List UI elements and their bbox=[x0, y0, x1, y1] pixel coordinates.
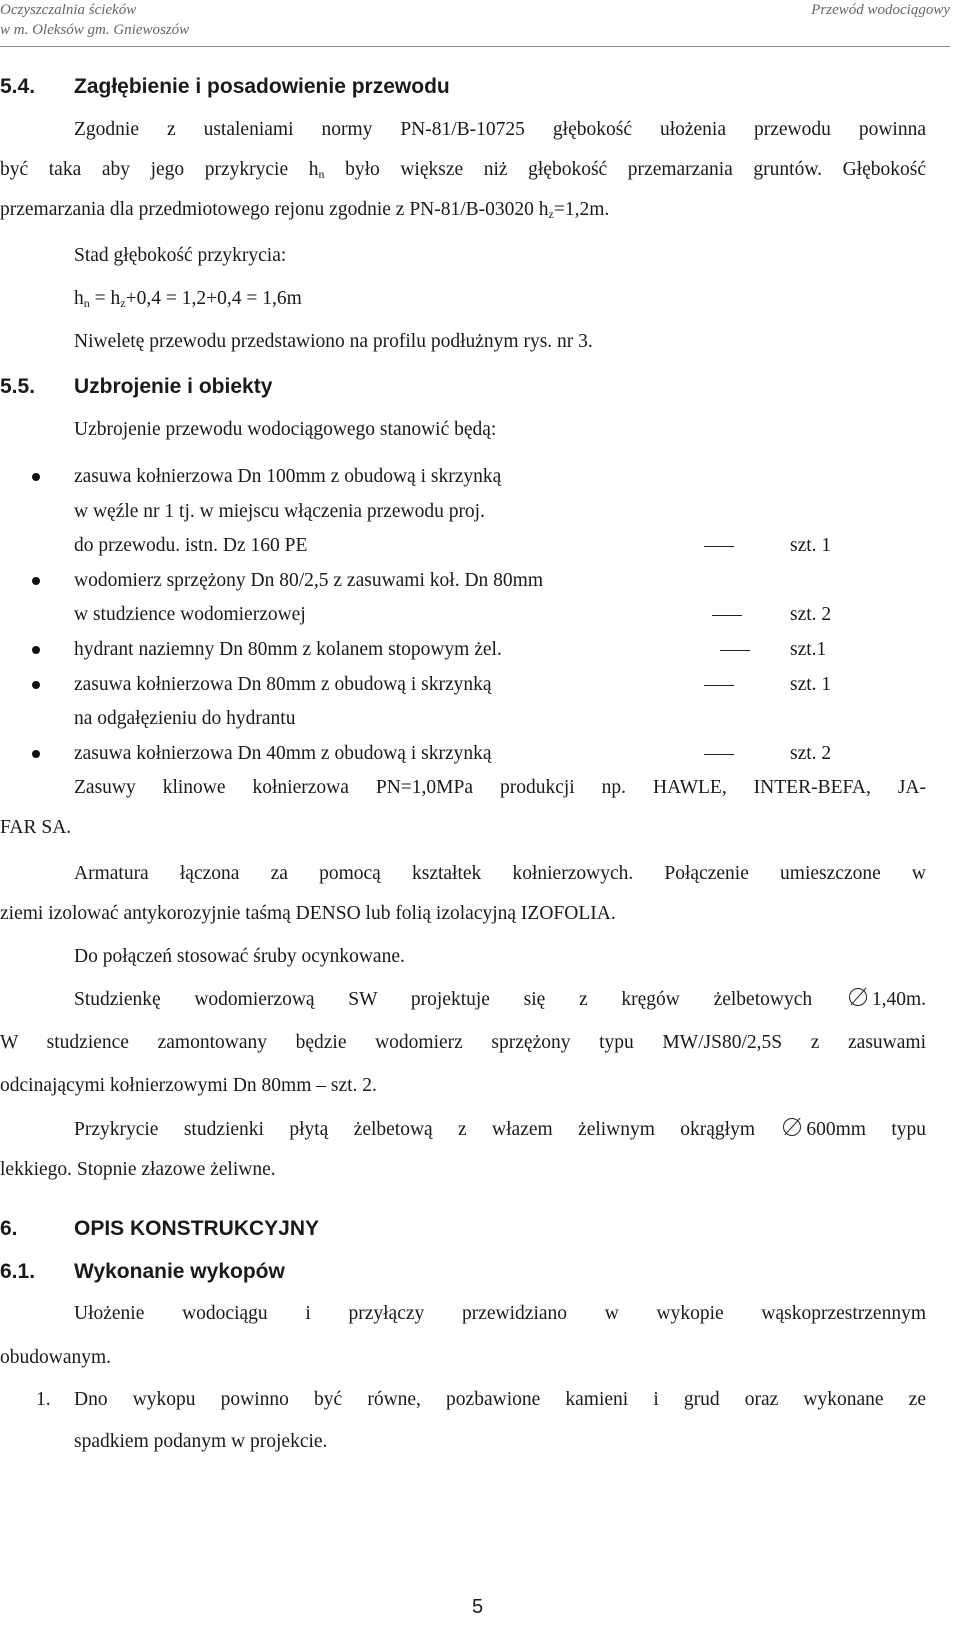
list-item-line: zasuwa kołnierzowa Dn 100mm z obudową i skrzynką bbox=[74, 466, 502, 487]
section-number: 6. bbox=[0, 1217, 18, 1240]
list-item-line: zasuwa kołnierzowa Dn 40mm z obudową i skrzynką bbox=[74, 743, 492, 764]
list-item-line: hydrant naziemny Dn 80mm z kolanem stopowym żel. bbox=[74, 639, 502, 660]
list-item-qty: szt. 2 bbox=[790, 743, 832, 764]
paragraph-line: W studzience zamontowany będzie wodomierz sprzężony typu MW/JS80/2,5S z zasuwami bbox=[0, 1032, 926, 1053]
section-number: 5.5. bbox=[0, 375, 36, 398]
header-left-line1: Oczyszczalnia ścieków bbox=[0, 2, 137, 18]
page-number: 5 bbox=[472, 1596, 484, 1618]
list-item-qty: szt. 1 bbox=[790, 535, 832, 556]
bullet-icon bbox=[32, 646, 40, 654]
bullet-icon bbox=[32, 681, 40, 689]
formula: $h_n = h_z+0,4 = 1,2+0,4 = 1,6m$ bbox=[74, 288, 302, 310]
paragraph-line: Niweletę przewodu przedstawiono na profilu podłużnym rys. nr 3. bbox=[74, 331, 593, 352]
list-item-qty: szt. 2 bbox=[790, 604, 832, 625]
dash bbox=[720, 650, 750, 651]
bullet-icon bbox=[32, 473, 40, 481]
list-item-line: Dno wykopu powinno być równe, pozbawione kamieni i grud oraz wykonane ze bbox=[74, 1389, 926, 1410]
paragraph-line: ziemi izolować antykorozyjnie taśmą DENSO lub folią izolacyjną IZOFOLIA. bbox=[0, 903, 616, 924]
list-item-line: w studzience wodomierzowej bbox=[74, 604, 306, 625]
paragraph-line: Studzienkę wodomierzową SW projektuje się z kręgów żelbetowych 1,40m. bbox=[74, 989, 926, 1010]
paragraph-line: Przykrycie studzienki płytą żelbetową z włazem żeliwnym okrągłym 600mm typu bbox=[74, 1119, 926, 1140]
section-title: Zagłębienie i posadowienie przewodu bbox=[74, 75, 450, 98]
paragraph-line: Zgodnie z ustaleniami normy PN-81/B-10725 głębokość ułożenia przewodu powinna bbox=[74, 119, 926, 140]
diameter-icon bbox=[846, 988, 872, 1006]
dash bbox=[704, 685, 734, 686]
section-number: 6.1. bbox=[0, 1260, 36, 1283]
paragraph-line: Armatura łączona za pomocą kształtek kołnierzowych. Połączenie umieszczone w bbox=[74, 863, 926, 884]
header-rule bbox=[0, 46, 950, 47]
list-item-line: zasuwa kołnierzowa Dn 80mm z obudową i skrzynką bbox=[74, 674, 492, 695]
dash bbox=[704, 754, 734, 755]
section-title: OPIS KONSTRUKCYJNY bbox=[74, 1217, 320, 1240]
header-right: Przewód wodociągowy bbox=[811, 2, 950, 18]
paragraph-line: Stad głębokość przykrycia: bbox=[74, 245, 287, 266]
paragraph-line: być taka aby jego przykrycie $h_n$ było większe niż głębokość przemarzania gruntów. Głębokość bbox=[0, 159, 926, 181]
list-item-qty: szt.1 bbox=[790, 639, 827, 660]
bullet-icon bbox=[32, 577, 40, 585]
section-title: Wykonanie wykopów bbox=[74, 1260, 285, 1283]
paragraph-line: przemarzania dla przedmiotowego rejonu zgodnie z PN-81/B-03020 $h_z=1,2m$. bbox=[0, 199, 610, 221]
list-number: 1. bbox=[36, 1389, 51, 1410]
paragraph-line: Zasuwy klinowe kołnierzowa PN=1,0MPa produkcji np. HAWLE, INTER-BEFA, JA- bbox=[74, 777, 926, 798]
list-item-line: do przewodu. istn. Dz 160 PE bbox=[74, 535, 308, 556]
diameter-icon bbox=[780, 1118, 806, 1136]
list-item-line: spadkiem podanym w projekcie. bbox=[74, 1431, 328, 1452]
list-item-line: wodomierz sprzężony Dn 80/2,5 z zasuwami koł. Dn 80mm bbox=[74, 570, 543, 591]
list-item-line: w węźle nr 1 tj. w miejscu włączenia przewodu proj. bbox=[74, 501, 485, 522]
paragraph-line: obudowanym. bbox=[0, 1347, 112, 1368]
bullet-icon bbox=[32, 750, 40, 758]
dash bbox=[712, 615, 742, 616]
header-left-line2: w m. Oleksów gm. Gniewoszów bbox=[0, 22, 190, 38]
paragraph-line: Do połączeń stosować śruby ocynkowane. bbox=[74, 946, 405, 967]
section-title: Uzbrojenie i obiekty bbox=[74, 375, 273, 398]
paragraph-line: odcinającymi kołnierzowymi Dn 80mm – szt. 2. bbox=[0, 1075, 377, 1096]
list-item-qty: szt. 1 bbox=[790, 674, 832, 695]
section-number: 5.4. bbox=[0, 75, 36, 98]
paragraph-line: Ułożenie wodociągu i przyłączy przewidziano w wykopie wąskoprzestrzennym bbox=[74, 1303, 926, 1324]
dash bbox=[704, 546, 734, 547]
paragraph-line: FAR SA. bbox=[0, 817, 72, 838]
paragraph-line: Uzbrojenie przewodu wodociągowego stanowić będą: bbox=[74, 419, 497, 440]
paragraph-line: lekkiego. Stopnie złazowe żeliwne. bbox=[0, 1159, 276, 1180]
list-item-line: na odgałęzieniu do hydrantu bbox=[74, 708, 296, 729]
